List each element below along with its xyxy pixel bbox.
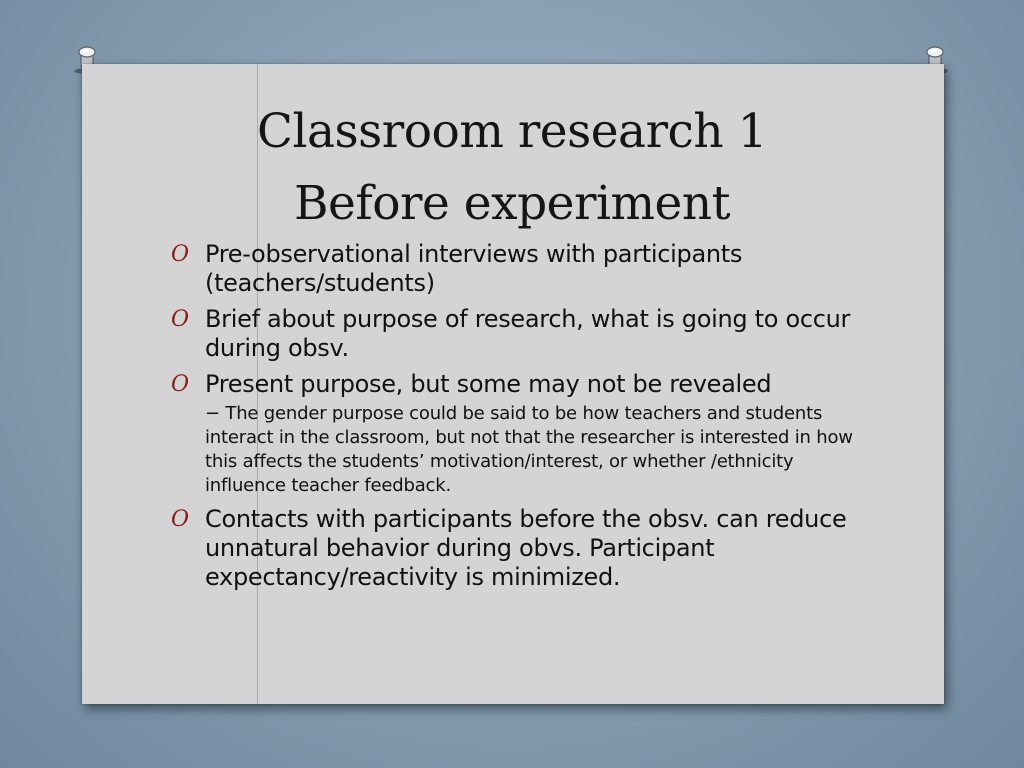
sub-bullet-text: − The gender purpose could be said to be how teachers and students interact in the classroom, but not that the researcher is interested in how this affects the students’ motivation/interest, or whether /ethnicity influence teacher feedback. [205, 403, 853, 496]
bullet-marker: O [171, 372, 190, 397]
title-line-1: Classroom research 1 [257, 104, 767, 159]
bullet-item [171, 305, 871, 363]
slide-title [160, 96, 864, 240]
bullet-text: Brief about purpose of research, what is going to occur during obsv. [205, 305, 851, 362]
bullet-text: Present purpose, but some may not be revealed [205, 370, 772, 398]
bullet-marker: O [171, 507, 190, 532]
bullet-text: Contacts with participants before the obsv. can reduce unnatural behavior during obvs. Participant expectancy/reactivity is minimized. [205, 505, 847, 591]
bullet-item [171, 370, 871, 498]
bullet-marker: O [171, 242, 190, 267]
bullet-item [171, 240, 871, 298]
bullet-text: Pre-observational interviews with participants (teachers/students) [205, 240, 743, 297]
bullet-marker: O [171, 307, 190, 332]
title-line-2: Before experiment [293, 176, 731, 231]
bullet-list [171, 240, 871, 599]
bullet-item [171, 505, 871, 592]
